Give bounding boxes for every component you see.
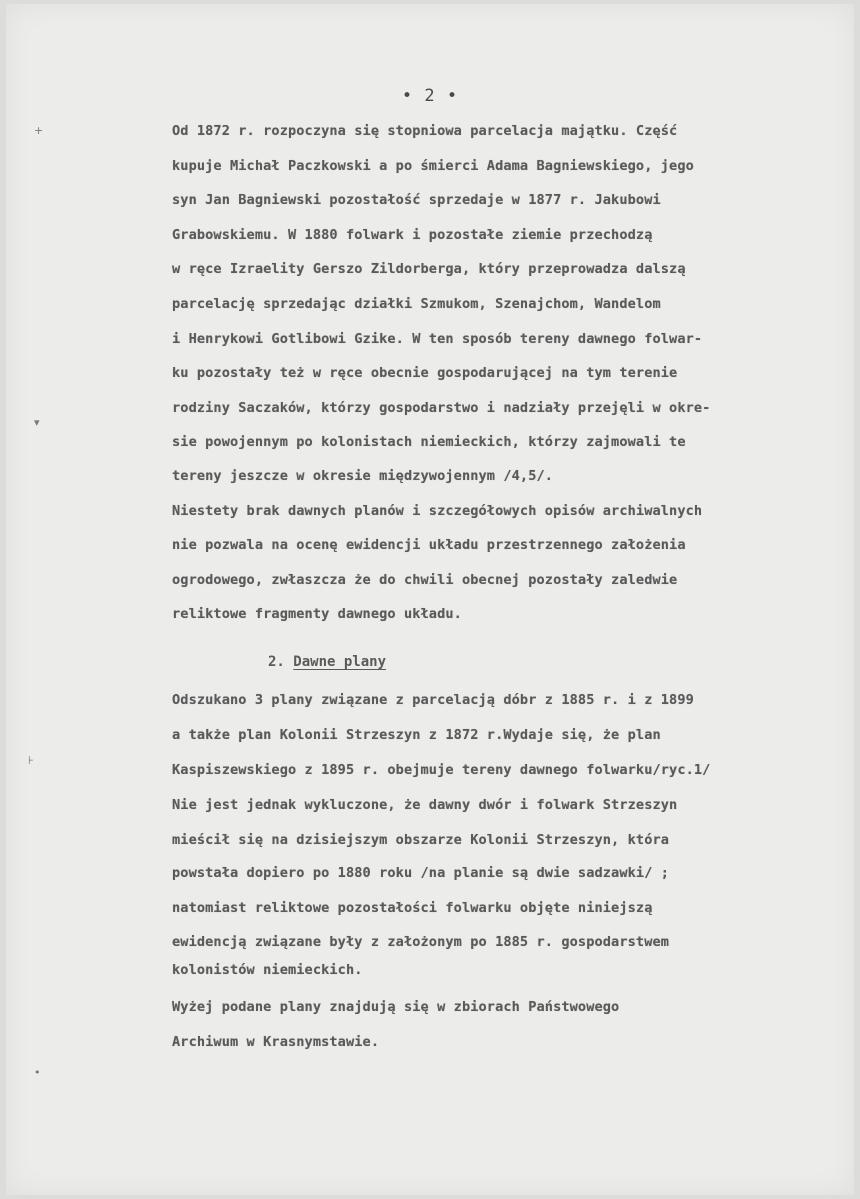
text-line: Odszukano 3 plany związane z parcelacją dóbr z 1885 r. i z 1899 xyxy=(172,692,694,708)
punch-mark-middle: ▾ xyxy=(34,416,40,429)
text-line: nie pozwala na ocenę ewidencji układu przestrzennego założenia xyxy=(172,537,686,553)
text-line: powstała dopiero po 1880 roku /na planie są dwie sadzawki/ ; xyxy=(172,865,670,881)
text-line: Nie jest jednak wykluczone, że dawny dwór i folwark Strzeszyn xyxy=(172,797,678,813)
text-line: ewidencją związane były z założonym po 1885 r. gospodarstwem xyxy=(172,934,670,950)
text-line: natomiast reliktowe pozostałości folwarku objęte niniejszą xyxy=(172,900,653,916)
text-line: Kaspiszewskiego z 1895 r. obejmuje tereny dawnego folwarku/ryc.1/ xyxy=(172,762,711,778)
text-line: tereny jeszcze w okresie międzywojennym /4,5/. xyxy=(172,468,554,484)
text-line: Grabowskiemu. W 1880 folwark i pozostałe ziemie przechodzą xyxy=(172,227,653,243)
text-line: Niestety brak dawnych planów i szczegółowych opisów archiwalnych xyxy=(172,503,703,519)
page-number: • 2 • xyxy=(401,86,459,106)
text-line: Wyżej podane plany znajdują się w zbiorach Państwowego xyxy=(172,999,620,1015)
text-line: i Henrykowi Gotlibowi Gzike. W ten sposób tereny dawnego folwar- xyxy=(172,331,703,347)
text-line: Archiwum w Krasnymstawie. xyxy=(172,1034,380,1050)
punch-mark-top: + xyxy=(34,124,44,137)
text-line: rodziny Saczaków, którzy gospodarstwo i nadziały przejęli w okre- xyxy=(172,400,711,416)
section-number: 2. xyxy=(268,654,285,670)
punch-mark-bottom: • xyxy=(34,1066,41,1079)
text-line: syn Jan Bagniewski pozostałość sprzedaje w 1877 r. Jakubowi xyxy=(172,192,661,208)
text-line: kupuje Michał Paczkowski a po śmierci Adama Bagniewskiego, jego xyxy=(172,158,694,174)
text-line: mieścił się na dzisiejszym obszarze Kolonii Strzeszyn, która xyxy=(172,832,670,848)
text-line: w ręce Izraelity Gerszo Zildorberga, który przeprowadza dalszą xyxy=(172,261,686,277)
text-line: a także plan Kolonii Strzeszyn z 1872 r.Wydaje się, że plan xyxy=(172,727,661,743)
text-line: ku pozostały też w ręce obecnie gospodarującej na tym terenie xyxy=(172,365,678,381)
text-line: parcelację sprzedając działki Szmukom, Szenajchom, Wandelom xyxy=(172,296,661,312)
text-line: Od 1872 r. rozpoczyna się stopniowa parcelacja majątku. Część xyxy=(172,123,678,139)
section-title: Dawne plany xyxy=(293,654,387,670)
text-line: kolonistów niemieckich. xyxy=(172,962,363,978)
section-heading xyxy=(268,652,386,672)
text-line: sie powojennym po kolonistach niemieckich, którzy zajmowali te xyxy=(172,434,686,450)
punch-mark-lower: ⊦ xyxy=(28,754,34,767)
text-line: reliktowe fragmenty dawnego układu. xyxy=(172,606,462,622)
text-line: ogrodowego, zwłaszcza że do chwili obecnej pozostały zaledwie xyxy=(172,572,678,588)
